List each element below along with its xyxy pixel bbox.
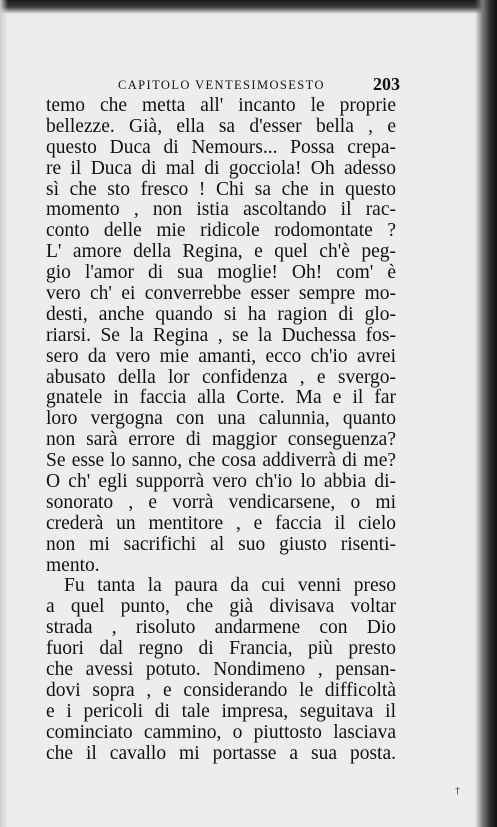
text-line: sero da vero mie amanti, ecco ch'io avrei <box>46 345 396 367</box>
text-line: fuori dal regno di Francia, più presto <box>46 638 396 660</box>
text-line: mento. <box>46 554 100 576</box>
text-line: e i pericoli di tale impresa, seguitava il <box>46 700 396 722</box>
text-line: loro vergogna con una calunnia, quanto <box>46 408 396 430</box>
page-number: 203 <box>373 74 400 94</box>
text-line: vero ch' ei converrebbe esser sempre mo- <box>46 283 396 305</box>
text-line: desti, anche quando si ha ragion di glo- <box>46 303 396 325</box>
text-line: questo Duca di Nemours... Possa crepa- <box>46 136 396 158</box>
text-line: abusato della lor confidenza , e svergo- <box>46 366 396 388</box>
text-line: strada , risoluto andarmene con Dio <box>46 617 396 639</box>
text-line: Se esse lo sanno, che cosa addiverrà di me? <box>46 450 396 472</box>
text-line: Fu tanta la paura da cui venni preso <box>64 575 396 597</box>
text-line: che avessi potuto. Nondimeno , pensan- <box>46 659 396 681</box>
text-line: che il cavallo mi portasse a sua posta. <box>46 742 396 764</box>
text-line: temo che metta all' incanto le proprie <box>46 95 396 116</box>
scan-edge-left <box>0 0 8 827</box>
body-text <box>46 96 396 765</box>
running-title: CAPITOLO VENTESIMOSESTO <box>118 78 325 92</box>
dagger-mark-icon: † <box>455 786 460 797</box>
text-line: dovi sopra , e considerando le difficoltà <box>46 679 396 701</box>
text-line: cominciato cammino, o piuttosto lasciava <box>46 721 396 743</box>
text-line: bellezze. Già, ella sa d'esser bella , e <box>46 115 396 137</box>
text-line: non sarà errore di maggior conseguenza? <box>46 429 396 451</box>
text-line: sonorato , e vorrà vendicarsene, o mi <box>46 491 396 513</box>
text-line: O ch' egli supporrà vero ch'io lo abbia di- <box>46 471 396 493</box>
text-line: re il Duca di mal di gocciola! Oh adesso <box>46 157 396 179</box>
scan-edge-right <box>475 0 497 827</box>
text-line: riarsi. Se la Regina , se la Duchessa fos- <box>46 324 396 346</box>
text-line: gio l'amor di sua moglie! Oh! com' è <box>46 262 396 284</box>
text-line: momento , non istia ascoltando il rac- <box>46 199 396 221</box>
text-line: crederà un mentitore , e faccia il cielo <box>46 512 396 534</box>
text-line: gnatele in faccia alla Corte. Ma e il far <box>46 387 396 409</box>
text-line: L' amore della Regina, e quel ch'è peg- <box>46 241 396 263</box>
text-line: conto delle mie ridicole rodomontate ? <box>46 220 396 242</box>
text-line: a quel punto, che già divisava voltar <box>46 596 396 618</box>
scan-edge-top <box>0 0 497 14</box>
text-line: sì che sto fresco ! Chi sa che in questo <box>46 178 396 200</box>
text-line: non mi sacrifichi al suo giusto risenti- <box>46 533 396 555</box>
